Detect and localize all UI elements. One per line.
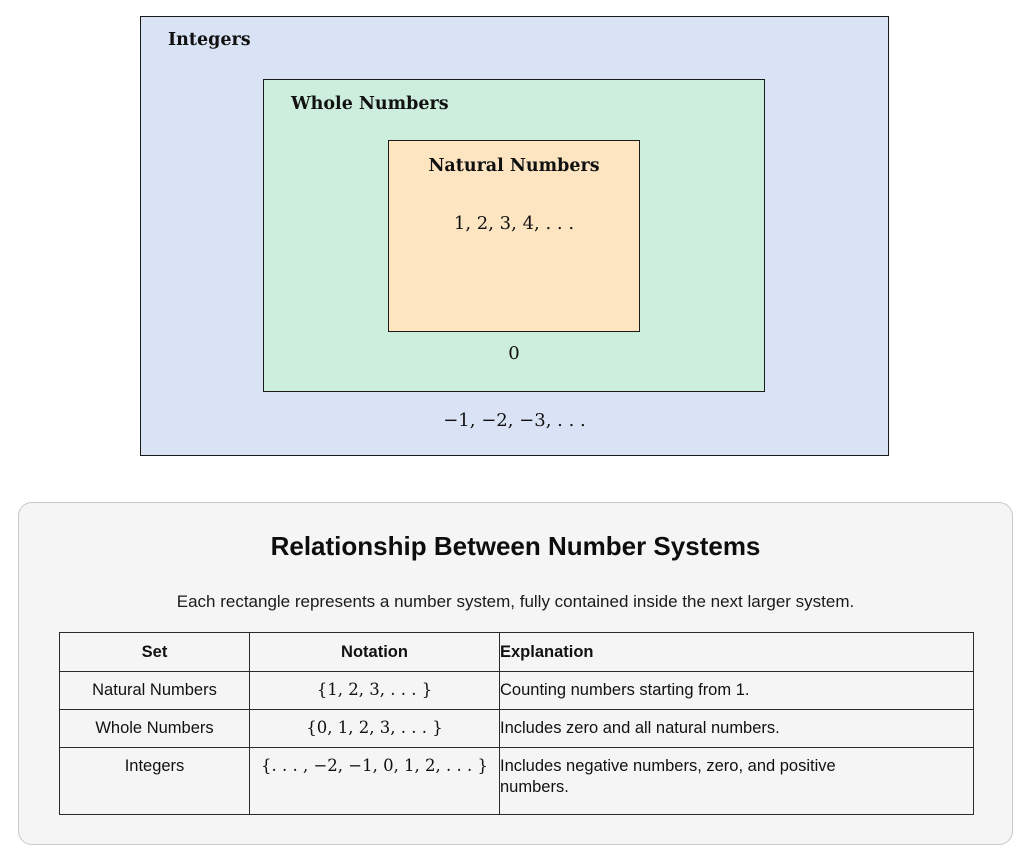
cell-set-natural: Natural Numbers [60,672,250,710]
table-header-set: Set [60,633,250,672]
cell-notation-whole: {0, 1, 2, 3, . . . } [250,710,500,748]
card-subtitle: Each rectangle represents a number system, fully contained inside the next larger system. [176,592,855,611]
cell-explanation-integers-text: Includes negative numbers, zero, and positive numbers. [500,757,836,796]
cell-set-integers: Integers [60,748,250,815]
cell-explanation-integers [500,748,974,815]
natural-numbers-label: Natural Numbers [428,156,600,176]
table-row-whole-numbers [60,710,974,748]
table-header-notation: Notation [250,633,500,672]
relationship-card [18,502,1013,845]
cell-notation-natural: {1, 2, 3, . . . } [250,672,500,710]
table-header-row [60,633,974,672]
whole-numbers-label: Whole Numbers [291,94,449,114]
integers-negative-values: −1, −2, −3, . . . [443,410,586,431]
cell-explanation-whole: Includes zero and all natural numbers. [500,710,974,748]
table-row-natural-numbers [60,672,974,710]
cell-explanation-natural: Counting numbers starting from 1. [500,672,974,710]
natural-numbers-values: 1, 2, 3, 4, . . . [453,213,575,234]
table-header-explanation: Explanation [500,633,974,672]
cell-notation-integers: {. . . , −2, −1, 0, 1, 2, . . . } [250,748,500,815]
cell-set-whole: Whole Numbers [60,710,250,748]
number-systems-table [59,632,974,815]
integers-label: Integers [168,30,251,50]
card-title: Relationship Between Number Systems [270,531,761,561]
whole-numbers-zero-value: 0 [508,343,520,364]
table-row-integers [60,748,974,815]
